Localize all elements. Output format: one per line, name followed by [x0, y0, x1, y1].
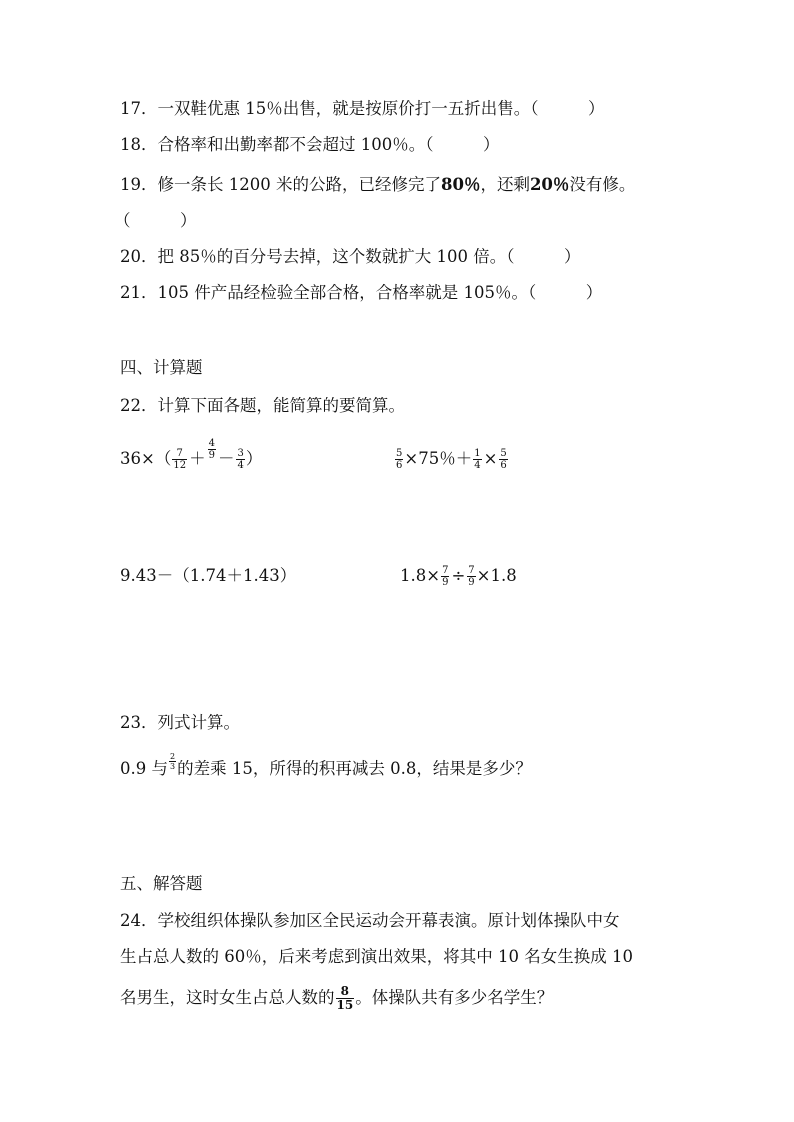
fraction-1-4: $\frac{1}{4}$	[474, 448, 481, 471]
question-24-text-3a: 名男生，这时女生占总人数的	[120, 988, 335, 1007]
question-17	[120, 98, 605, 120]
expression-4	[400, 565, 517, 588]
question-22-text: 22．计算下面各题，能简算的要简算。	[120, 396, 405, 415]
expr4-op: ÷	[451, 566, 466, 585]
question-23-text: 23．列式计算。	[120, 713, 240, 732]
expr2-op: ×	[483, 449, 498, 468]
section-4-heading-text: 四、计算题	[120, 358, 203, 377]
section-4-heading	[120, 357, 203, 379]
expr1-op1: ＋	[189, 449, 206, 468]
question-21	[120, 282, 602, 304]
question-23-body	[120, 752, 532, 780]
question-19-text-pre: 19．修一条长 1200 米的公路，已经修完了	[120, 175, 441, 194]
question-24-text-3b: 。体操队共有多少名学生？	[355, 988, 554, 1007]
question-20-text: 20．把 85％的百分号去掉，这个数就扩大 100 倍。（ ）	[120, 247, 581, 266]
question-24-text-2: 生占总人数的 60％，后来考虑到演出效果，将其中 10 名女生换成 10	[120, 947, 633, 966]
expr3-text: 9.43－（1.74＋1.43）	[120, 566, 297, 585]
question-19-text-post: 没有修。	[569, 175, 636, 194]
question-19-bold-80: 80％	[440, 175, 481, 194]
question-24-line-2	[120, 946, 633, 968]
expr4-prefix: 1.8×	[400, 566, 441, 585]
expr4-suffix: ×1.8	[476, 566, 517, 585]
question-19-paren: （ ）	[114, 211, 197, 230]
fraction-5-6: $\frac{5}{6}$	[396, 448, 403, 471]
expr2-mid: ×75％＋	[404, 449, 473, 468]
expression-2	[394, 448, 509, 471]
question-19-text-mid: ，还剩	[480, 175, 530, 194]
question-23	[120, 712, 240, 734]
question-24-text-1: 24．学校组织体操队参加区全民运动会开幕表演。原计划体操队中女	[120, 911, 620, 930]
expr1-close: ）	[245, 449, 263, 468]
fraction-7-9-b: $\frac{7}{9}$	[468, 565, 475, 588]
expression-1	[120, 438, 263, 471]
fraction-3-4: $\frac{3}{4}$	[237, 448, 244, 471]
fraction-2-3: $\frac{2}{3}$	[170, 752, 176, 771]
fraction-7-12: $\frac{7}{12}$	[173, 448, 187, 471]
section-5-heading-text: 五、解答题	[120, 874, 203, 893]
question-20	[120, 246, 580, 268]
expr1-op2: －	[217, 449, 235, 468]
question-22	[120, 395, 405, 417]
question-24-line-3	[120, 985, 553, 1012]
fraction-4-9: $\frac{4}{9}$	[208, 438, 215, 461]
question-23-post: 的差乘 15，所得的积再减去 0.8，结果是多少？	[177, 759, 532, 778]
question-19-bold-20: 20％	[529, 175, 570, 194]
question-23-pre: 0.9 与	[120, 759, 168, 778]
fraction-7-9: $\frac{7}{9}$	[442, 565, 449, 588]
question-24-line-1	[120, 910, 620, 932]
question-21-text: 21．105 件产品经检验全部合格，合格率就是 105％。（ ）	[120, 283, 603, 302]
question-18-text: 18．合格率和出勤率都不会超过 100％。（ ）	[120, 135, 500, 154]
question-18	[120, 134, 499, 156]
expression-3	[120, 565, 296, 587]
expr1-prefix: 36×（	[120, 449, 172, 468]
section-5-heading	[120, 873, 203, 895]
fraction-8-15: $\frac{8}{15}$	[336, 984, 354, 1012]
fraction-5-6-b: $\frac{5}{6}$	[500, 448, 507, 471]
question-19	[120, 174, 635, 196]
question-19-answer	[114, 210, 197, 232]
question-17-text: 17．一双鞋优惠 15％出售，就是按原价打一五折出售。（ ）	[120, 99, 605, 118]
